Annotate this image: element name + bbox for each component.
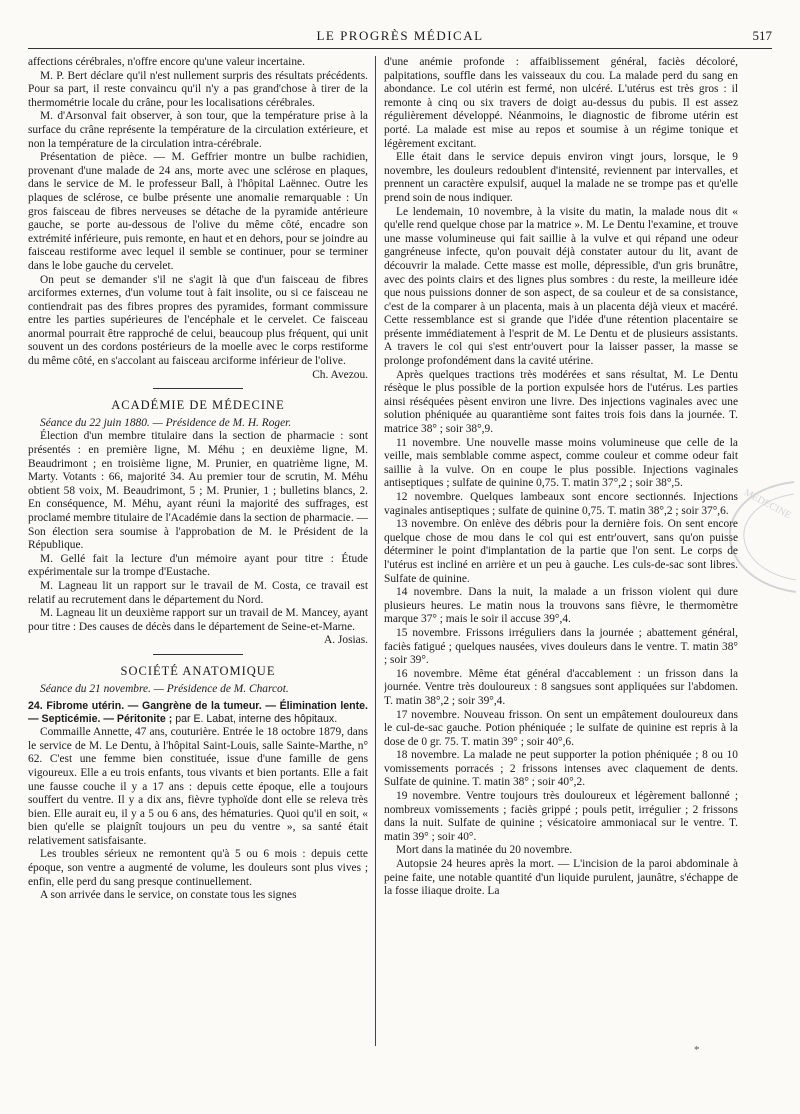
- paragraph: 13 novembre. On enlève des débris pour la dernière fois. On sent encore quelque chose de mou dans le col qui est entr'ouvert, sans qu'on puisse déterminer le point d'implantation de la partie que l'on sent. Le corps de l'utérus est incliné en arrière et un peu à gauche. Les culs-de-sac sont libres. Sulfate de quinine.: [384, 518, 738, 585]
- paragraph: Présentation de pièce. — M. Geffrier montre un bulbe rachidien, provenant d'une malade de 24 ans, morte avec une sclérose en plaques, dans le service de M. le professeur Ball, à l'hôpital Laënnec. Outre les plaques de sclérose, ce bulbe présente une anomalie remarquable : Un gros faisceau de fibres nerveuses se détache de la pyramide antérieure gauche, se porte au-dessous de l'olive du même côté, encadre son extrémité inférieure, puis remonte, en haut et en dehors, pour se joindre au faisceau restiforme avec lequel il semble se continuer, pour se terminer dans le lobe gauche du cervelet.: [28, 151, 368, 272]
- paragraph: Autopsie 24 heures après la mort. — L'incision de la paroi abdominale à peine faite, une notable quantité d'un liquide purulent, jaunâtre, s'échappe de la fosse iliaque droite. La: [384, 858, 738, 898]
- running-title: LE PROGRÈS MÉDICAL: [316, 28, 484, 43]
- signature: A. Josias.: [324, 634, 368, 647]
- paragraph: d'une anémie profonde : affaiblissement général, faciès décoloré, palpitations, souffle dans les vaisseaux du cou. La malade perd du sang en abondance. Le col utérin est fermé, non ulcéré. L'utérus est très gros : il remonte à cinq ou six travers de doigt au-dessus du pubis. Il est assez régulièrement développé. Néanmoins, le diagnostic de fibrome utérin est porté. La malade est mise au repos et soumise à un régime tonique et légèrement excitant.: [384, 56, 738, 150]
- session-line: Séance du 21 novembre. — Présidence de M. Charcot.: [40, 682, 289, 695]
- stamp-text: MÉDECINE: [741, 487, 793, 522]
- signature: Ch. Avezou.: [312, 368, 368, 381]
- paragraph: Les troubles sérieux ne remontent qu'à 5 ou 6 mois : depuis cette époque, son ventre a augmenté de volume, les douleurs sont plus vives ; enfin, elle perd du sang presque continuellement.: [28, 848, 368, 888]
- divider: [153, 654, 243, 655]
- paragraph: 17 novembre. Nouveau frisson. On sent un empâtement douloureux dans le cul-de-sac gauche. Potion phéniquée ; le sulfate de quinine est repris à la dose de 0 gr. 75. T. matin 39° ; soir 40°,6.: [384, 708, 738, 748]
- paragraph: affections cérébrales, n'offre encore qu'une valeur incertaine.: [28, 56, 305, 68]
- paragraph: 12 novembre. Quelques lambeaux sont encore sectionnés. Injections vaginales antiseptiques ; sulfate de quinine 0,75. T. matin 38°,2 ; soir 37°,6.: [384, 491, 738, 517]
- paragraph: 15 novembre. Frissons irréguliers dans la journée ; abattement général, faciès fatigué ; quelques nausées, vives douleurs dans le ventre. T. matin 38° ; soir 39°.: [384, 626, 738, 667]
- paragraph: Commaille Annette, 47 ans, couturière. Entrée le 18 octobre 1879, dans le service de M. Le Dentu, à l'hôpital Saint-Louis, salle Sainte-Marthe, n° 62. C'est une femme bien constituée, issue d'une famille de gens vigoureux. Elle a eu trois enfants, tous vivants et bien portants. Elle a fait une fausse couche il y a 17 ans : depuis cette époque, elle a toujours souffert du ventre. Il y a dix ans, fièvre typhoïde dont elle se releva très bien. Elle aurait eu, il y a 5 ou 6 ans, des hématuries. Quoi qu'il en soit, « bien qu'elle se plaignît toujours un peu du ventre », sa santé était relativement satisfaisante.: [28, 726, 368, 847]
- paragraph: A son arrivée dans le service, on constate tous les signes: [40, 889, 297, 902]
- paragraph: 19 novembre. Ventre toujours très douloureux et légèrement ballonné ; nombreux vomissements ; faciès grippé ; pouls petit, irrégulier ; 2 frissons dans la nuit. Sulfate de quinine ; vésicatoire ammoniacal sur le ventre. T. matin 39° ; soir 40°.: [384, 790, 738, 843]
- divider: [153, 388, 243, 389]
- page-header: [28, 22, 772, 49]
- library-stamp: [724, 478, 798, 596]
- page-number: 517: [752, 28, 772, 43]
- paragraph: M. Lagneau lit un rapport sur le travail de M. Costa, ce travail est relatif au recrutement dans le département du Nord.: [28, 579, 368, 606]
- paragraph: Le lendemain, 10 novembre, à la visite du matin, la malade nous dit « qu'elle rend quelque chose par la matrice ». M. Le Dentu l'examine, et trouve une masse volumineuse qui fait saillie à la vulve et qui répand une odeur gangréneuse infecte, qu'on pouvait déjà constater autour du lit, avant de découvrir la malade. Cette masse est molle, dépressible, d'un gris brunâtre, avec des points clairs et des lignes plus sombres : du reste, la meilleure idée que nous puissions donner de son aspect, de sa couleur et de sa consistance, c'est de la comparer à un placenta, mais à un placenta déjà vieux et macéré. Cette ressemblance est si grande que l'idée d'une rétention placentaire se présente immédiatement à l'esprit de M. Le Dentu et de plusieurs assistants. A travers le col qui s'est entr'ouvert pour la laisser passer, la masse se prolonge profondément dans la cavité utérine.: [384, 205, 738, 368]
- session-line: Séance du 22 juin 1880. — Présidence de M. H. Roger.: [40, 416, 292, 429]
- column-divider: [375, 56, 376, 1046]
- paragraph: Élection d'un membre titulaire dans la section de pharmacie : sont présentés : en première ligne, M. Méhu ; en deuxième ligne, M. Beaudrimont ; en troisième ligne, M. Prunier, en quatrième ligne, M. Marty. Votants : 66, majorité 34. Au premier tour de scrutin, M. Méhu obtient 58 voix, M. Beaudrimont, 5 ; M. Prunier, 1 ; bulletins blancs, 2. En conséquence, M. Méhu, ayant réuni la majorité des suffrages, est proclamé membre titulaire de l'Académie dans la section de pharmacie. — Son élection sera soumise à l'approbation de M. le Président de la République.: [28, 430, 368, 552]
- paragraph: 11 novembre. Une nouvelle masse moins volumineuse que celle de la veille, mais semblable comme aspect, comme couleur et comme odeur fait saillie à la vulve. On en coupe le plus possible. Injections vaginales antiseptiques ; sulfate de quinine 0,75. T. matin 37°,2 ; soir 38°,5.: [384, 436, 738, 490]
- paragraph: Elle était dans le service depuis environ vingt jours, lorsque, le 9 novembre, les douleurs redoublent d'intensité, reviennent par intervalles, et prennent un caractère expulsif, auquel la malade ne se trompe pas et qu'elle prend soin de nous indiquer.: [384, 151, 738, 204]
- section-title-academie: ACADÉMIE DE MÉDECINE: [111, 398, 285, 413]
- paragraph: M. P. Bert déclare qu'il n'est nullement surpris des résultats précédents. Pour sa part, il reste convaincu qu'il n'y a pas grand'chose à tirer de la thermométrie locale du crâne, pour les localisations cérébrales.: [28, 69, 368, 109]
- case-title: 24. Fibrome utérin. — Gangrène de la tumeur. — Élimination lente. — Septicémie. — Péritonite ;: [28, 700, 368, 726]
- paragraph: 16 novembre. Même état général d'accablement : un frisson dans la journée. Ventre très douloureux : 8 sangsues sont appliquées sur l'abdomen. T. matin 38°,2 ; soir 39°,4.: [384, 667, 738, 707]
- section-title-societe: SOCIÉTÉ ANATOMIQUE: [120, 663, 276, 678]
- paragraph: M. Gellé fait la lecture d'un mémoire ayant pour titre : Étude expérimentale sur la trompe d'Eustache.: [28, 552, 368, 579]
- left-column: [28, 56, 368, 1102]
- paragraph: 14 novembre. Dans la nuit, la malade a un frisson violent qui dure plusieurs heures. Le matin nous la trouvons sans fièvre, le thermomètre marque 37° ; mais le soir il accuse 39°,4.: [384, 586, 738, 626]
- right-column: [384, 56, 738, 1102]
- case-heading: [28, 700, 368, 726]
- paragraph: M. d'Arsonval fait observer, à son tour, que la température prise à la surface du crâne représente la température de la circulation extérieure, et non la température de la circulation intra-cérébrale.: [28, 110, 368, 150]
- paragraph: Mort dans la matinée du 20 novembre.: [396, 844, 573, 857]
- paragraph: 18 novembre. La malade ne peut supporter la potion phéniquée ; 8 ou 10 vomissements porracés ; 2 frissons intenses avec claquement de dents. Sulfate de quinine. T. matin 38° ; soir 40°,2.: [384, 749, 738, 789]
- case-author: par E. Labat, interne des hôpitaux.: [175, 713, 338, 726]
- paragraph: On peut se demander s'il ne s'agit là que d'un faisceau de fibres arciformes externes, d'un volume tout à fait insolite, ou si ce faisceau ne contiendrait pas des fibres propres des pyramides, formant commissure entre les parties supérieures de l'encéphale et le cervelet. Ce faisceau anormal pourrait être rapproché de celui, beaucoup plus fréquent, qui unit souvent un des cordons postérieurs de la moelle avec le corps restiforme du même côté, en s'accolant au faisceau arciforme inférieur de l'olive.: [28, 273, 368, 368]
- paragraph: Après quelques tractions très modérées et sans résultat, M. Le Dentu résèque le plus possible de la portion expulsée hors de l'utérus. Les parties ainsi réséquées pèsent environ une livre. Des injections vaginales avec une solution phéniquée au quarantième sont faites trois fois dans la journée. T. matrice 38° ; soir 38°,9.: [384, 368, 738, 436]
- footer-mark: *: [694, 1044, 700, 1056]
- paragraph: M. Lagneau lit un deuxième rapport sur un travail de M. Mancey, ayant pour titre : Des causes de décès dans le département de Seine-et-Marne.: [28, 607, 368, 633]
